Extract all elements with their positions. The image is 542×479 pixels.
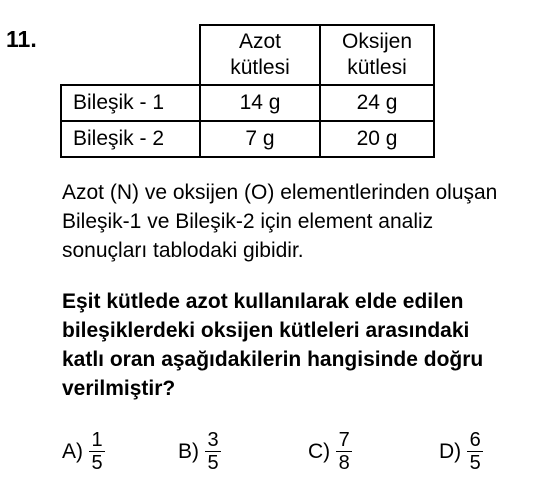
table-corner-cell (61, 25, 200, 85)
fraction-denominator: 5 (207, 451, 219, 474)
option-letter: B) (178, 439, 199, 463)
nitrogen-mass-cell: 14 g (200, 85, 320, 121)
table-header-row (61, 25, 434, 85)
option-d[interactable] (439, 428, 483, 474)
context-paragraph (62, 178, 538, 265)
option-fraction (89, 430, 105, 473)
fraction-denominator: 5 (91, 451, 103, 474)
question-number: 11. (6, 26, 37, 52)
question-stem (62, 287, 538, 403)
header-oxygen-mass (320, 25, 434, 85)
fraction-numerator: 6 (469, 428, 481, 451)
question-line: katlı oran aşağıdakilerin hangisinde doğru (62, 348, 484, 371)
option-a[interactable] (62, 428, 105, 474)
fraction-denominator: 5 (469, 451, 481, 474)
option-fraction (467, 430, 483, 473)
header-line: Azot (238, 30, 282, 53)
header-line: kütlesi (230, 56, 290, 79)
option-b[interactable] (178, 428, 221, 474)
option-fraction (205, 430, 221, 473)
composition-table (60, 24, 435, 158)
fraction-denominator: 8 (338, 451, 350, 474)
option-letter: A) (62, 439, 83, 463)
question-line: bileşiklerdeki oksijen kütleleri arasındaki (62, 319, 470, 342)
fraction-numerator: 1 (91, 428, 103, 451)
question-line: Eşit kütlede azot kullanılarak elde edilen (62, 290, 464, 313)
header-nitrogen-mass (200, 25, 320, 85)
compound-label: Bileşik - 2 (61, 121, 200, 157)
fraction-numerator: 3 (207, 428, 219, 451)
paragraph-line: sonuçları tablodaki gibidir. (62, 239, 304, 262)
option-letter: D) (439, 439, 462, 463)
question-line: verilmiştir? (62, 377, 176, 400)
option-letter: C) (308, 439, 331, 463)
option-c[interactable] (308, 428, 352, 474)
paragraph-line: Azot (N) ve oksijen (O) elementlerinden oluşan (62, 181, 498, 204)
table-row (61, 121, 434, 157)
fraction-numerator: 7 (338, 428, 350, 451)
option-fraction (336, 430, 352, 473)
paragraph-line: Bileşik-1 ve Bileşik-2 için element analiz (62, 210, 434, 233)
table-row (61, 85, 434, 121)
answer-options (62, 428, 542, 474)
compound-label: Bileşik - 1 (61, 85, 200, 121)
header-line: Oksijen (341, 30, 413, 53)
nitrogen-mass-cell: 7 g (200, 121, 320, 157)
oxygen-mass-cell: 24 g (320, 85, 434, 121)
header-line: kütlesi (347, 56, 407, 79)
oxygen-mass-cell: 20 g (320, 121, 434, 157)
